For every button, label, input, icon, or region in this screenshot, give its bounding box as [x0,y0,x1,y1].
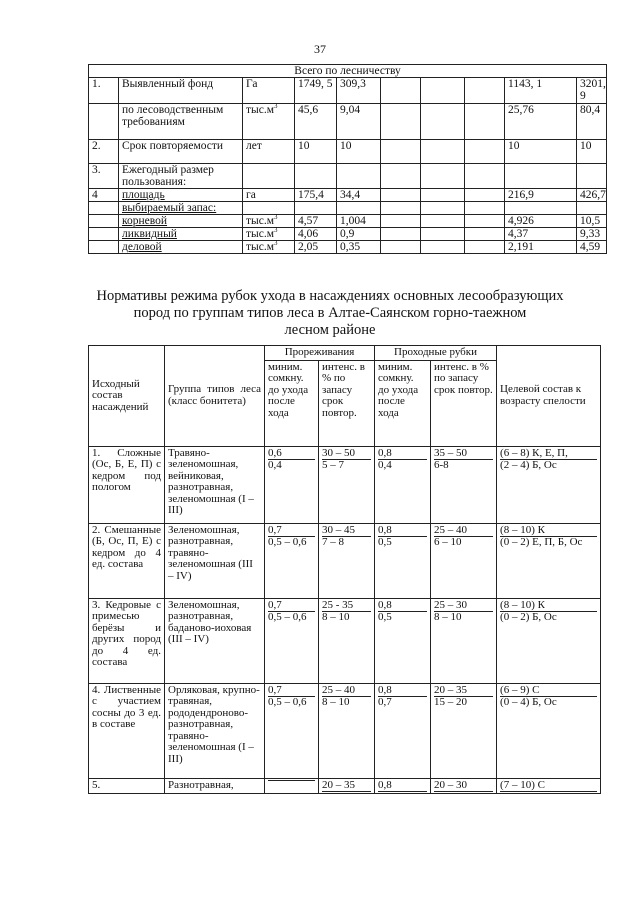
header-min-density: миним. сомкну. до ухода после хода [375,360,431,446]
empty-cell [465,228,505,241]
empty-cell [421,140,465,164]
value-cell [337,241,381,254]
empty-cell [465,202,505,215]
empty-cell [465,215,505,228]
intensity-cell-text: 8 – 10 [322,611,350,623]
forestry-summary-table [88,64,607,254]
empty-cell [421,202,465,215]
intensity-cell-text: 6 – 10 [434,536,462,548]
min-density-cell-text: 0,8 [378,600,427,613]
empty-cell [381,215,421,228]
value-cell [337,202,381,215]
row-unit-text: га [246,189,256,201]
table-row [89,778,601,794]
heading-line: лесном районе [284,322,376,338]
empty-cell [381,228,421,241]
min-density-cell-text: 0,6 [268,448,315,461]
min-density-cell [375,683,431,778]
value-cell [577,189,607,202]
min-density-cell [265,523,319,598]
empty-cell [381,189,421,202]
target-composition-cell [497,523,601,598]
table-row [89,189,607,202]
row-unit-text: тыс.м [246,104,275,116]
empty-cell [465,164,505,189]
composition-cell [89,598,165,683]
unit-superscript: 3 [274,102,278,111]
intensity-cell [431,598,497,683]
empty-cell [421,241,465,254]
value-cell [295,202,337,215]
value-cell [505,202,577,215]
row-label [119,104,243,140]
composition-cell-text: 2. Смешанные (Б, Ос, П, Е) с кедром до 4 ед. состава [92,523,161,570]
empty-cell [421,215,465,228]
intensity-cell [319,778,375,794]
value-cell [577,164,607,189]
value-cell-text: 309,3 [340,78,366,90]
intensity-cell [319,446,375,523]
min-density-cell-text: 0,4 [268,459,282,471]
empty-cell [421,164,465,189]
value-cell [505,104,577,140]
row-number [89,202,119,215]
value-cell [505,140,577,164]
value-cell-text: 10 [508,140,520,152]
value-cell [577,78,607,104]
target-composition-cell-text: (0 – 2) Е, П, Б, Ос [500,536,583,548]
forest-type-cell-text: Орляковая, крупно-травяная, рододендроново-разнотравная, травяно-зеленомошная (I – III) [168,683,260,765]
min-density-cell-text: 0,5 [378,536,392,548]
row-unit [243,215,295,228]
value-cell-text: 1749, 5 [298,78,333,90]
row-number [89,140,119,164]
composition-cell [89,446,165,523]
row-unit [243,241,295,254]
row-unit-text: тыс.м [246,215,275,227]
row-label [119,164,243,189]
row-unit [243,104,295,140]
row-unit [243,140,295,164]
min-density-cell-text: 0,4 [378,459,392,471]
table-header: Всего по лесничеству [89,65,607,78]
intensity-cell-text: 5 – 7 [322,459,344,471]
table-row [89,202,607,215]
empty-cell [381,140,421,164]
header-target: Целевой состав к возрасту спелости [497,346,601,447]
row-label [119,228,243,241]
row-number-text: 4 [92,189,98,201]
value-cell-text: 10 [340,140,352,152]
empty-cell [465,78,505,104]
intensity-cell [431,683,497,778]
target-composition-cell [497,446,601,523]
intensity-cell-text: 8 – 10 [434,611,462,623]
empty-cell [421,104,465,140]
table-row [89,683,601,778]
value-cell [577,215,607,228]
row-number [89,241,119,254]
value-cell-text: 25,76 [508,104,534,116]
target-composition-cell-text: (8 – 10) К [500,525,597,538]
min-density-cell-text: 0,7 [268,685,315,698]
empty-cell [381,202,421,215]
composition-cell [89,683,165,778]
intensity-cell [319,523,375,598]
forest-type-cell [165,523,265,598]
value-cell [295,78,337,104]
table-row [89,241,607,254]
row-label-text: Выявленный фонд [122,78,214,90]
section-heading [80,288,580,339]
row-number-text: 1. [92,78,101,90]
row-number [89,78,119,104]
target-composition-cell-text: (0 – 2) Б, Ос [500,611,557,623]
value-cell-text: 9,33 [580,228,601,240]
forest-type-cell [165,778,265,794]
min-density-cell-text [268,780,315,781]
target-composition-cell-text: (7 – 10) С [500,780,597,793]
intensity-cell-text: 25 – 40 [434,525,493,538]
row-label [119,78,243,104]
row-number [89,189,119,202]
composition-cell [89,523,165,598]
empty-cell [421,78,465,104]
row-label [119,202,243,215]
value-cell-text: 0,9 [340,228,355,240]
row-label [119,215,243,228]
min-density-cell-text: 0,5 – 0,6 [268,696,307,708]
row-label [119,241,243,254]
target-composition-cell-text: (6 – 8) К, Е, П, [500,448,597,461]
intensity-cell-text: 30 – 45 [322,525,371,538]
table-row [89,523,601,598]
row-number [89,164,119,189]
target-composition-cell-text: (2 – 4) Б, Ос [500,459,557,471]
intensity-cell-text: 30 – 50 [322,448,371,461]
value-cell [337,104,381,140]
value-cell [295,164,337,189]
row-unit-text: тыс.м [246,228,275,240]
composition-cell-text: 1. Сложные (Ос, Б, Е, П) с кедром под пологом [92,446,161,493]
empty-cell [465,241,505,254]
value-cell-text: 4,57 [298,215,319,227]
min-density-cell-text: 0,5 [378,611,392,623]
intensity-cell-text: 7 – 8 [322,536,344,548]
forest-type-cell-text: Разнотравная, [168,778,234,791]
header-min-density: миним. сомкну. до ухода после хода [265,360,319,446]
value-cell [577,104,607,140]
table-row [89,164,607,189]
row-unit [243,78,295,104]
value-cell [505,189,577,202]
table-row [89,104,607,140]
min-density-cell-text: 0,5 – 0,6 [268,536,307,548]
table-row [89,446,601,523]
target-composition-cell-text: (8 – 10) К [500,600,597,613]
value-cell-text: 1143, 1 [508,78,543,90]
intensity-cell-text: 25 – 40 [322,685,371,698]
composition-cell-text: 3. Кедровые с примесью берёзы и других пород до 4 ед. состава [92,598,161,668]
value-cell [295,189,337,202]
min-density-cell [375,446,431,523]
value-cell-text: 2,05 [298,241,319,253]
row-label-text: корневой [122,215,168,227]
empty-cell [421,228,465,241]
value-cell-text: 10 [580,140,592,152]
value-cell [505,78,577,104]
value-cell [295,241,337,254]
table-row [89,228,607,241]
row-unit [243,228,295,241]
empty-cell [465,189,505,202]
value-cell-text: 1,004 [340,215,366,227]
value-cell [505,228,577,241]
value-cell [295,140,337,164]
intensity-cell [431,778,497,794]
value-cell-text: 45,6 [298,104,319,116]
unit-superscript: 3 [274,213,278,222]
empty-cell [381,78,421,104]
row-unit [243,189,295,202]
row-number [89,215,119,228]
header-forest-type: Группа типов леса (класс бонитета) [165,346,265,447]
unit-superscript: 3 [274,239,278,248]
value-cell [577,241,607,254]
intensity-cell [431,523,497,598]
row-label [119,189,243,202]
heading-line: Нормативы режима рубок ухода в насаждениях основных лесообразующих [96,288,564,304]
target-composition-cell-text: (0 – 4) Б, Ос [500,696,557,708]
forest-type-cell-text: Зеленомошная, разнотравная, травяно-зеленомошная (III – IV) [168,523,253,582]
value-cell-text: 3201, 9 [580,78,606,102]
table-row [89,598,601,683]
header-thinning: Прореживания [265,346,375,361]
heading-line: пород по группам типов леса в Алтае-Саянском горно-таежном [133,305,527,321]
min-density-cell [265,683,319,778]
target-composition-cell [497,598,601,683]
min-density-cell [375,778,431,794]
forest-type-cell-text: Травяно-зеленомошная, вейниковая, разнотравная, зеленомошная (I – III) [168,446,254,516]
min-density-cell-text: 0,8 [378,448,427,461]
value-cell [295,215,337,228]
value-cell [505,215,577,228]
min-density-cell-text: 0,5 – 0,6 [268,611,307,623]
intensity-cell [319,598,375,683]
row-label-text: выбираемый запас: [122,202,217,214]
min-density-cell-text: 0,7 [268,525,315,538]
min-density-cell-text: 0,8 [378,525,427,538]
row-number-text: 2. [92,140,101,152]
value-cell [337,189,381,202]
value-cell [295,104,337,140]
value-cell-text: 216,9 [508,189,534,201]
intensity-cell-text: 35 – 50 [434,448,493,461]
forest-type-cell-text: Зеленомошная, разнотравная, баданово-иоховая (III – IV) [168,598,252,645]
target-composition-cell-text: (6 – 9) С [500,685,597,698]
value-cell-text: 10 [298,140,310,152]
value-cell [337,215,381,228]
value-cell [577,140,607,164]
row-number-text: 3. [92,164,101,176]
value-cell-text: 4,06 [298,228,319,240]
empty-cell [381,241,421,254]
row-label [119,140,243,164]
forest-type-cell [165,598,265,683]
header-passage-cutting: Проходные рубки [375,346,497,361]
page-number: 37 [314,42,326,56]
min-density-cell [265,598,319,683]
table-row [89,215,607,228]
table-row [89,78,607,104]
value-cell [337,228,381,241]
unit-superscript: 3 [274,226,278,235]
value-cell-text: 426,7 [580,189,606,201]
min-density-cell [265,446,319,523]
intensity-cell [319,683,375,778]
row-label-text: площадь [122,189,165,201]
table-row [89,140,607,164]
empty-cell [465,104,505,140]
empty-cell [465,140,505,164]
composition-cell-text: 5. [92,778,101,791]
composition-cell-text: 4. Лиственные с участием сосны до 3 ед. в составе [92,683,161,730]
value-cell-text: 4,37 [508,228,529,240]
header-intensity: интенс. в % по запасу срок повтор. [319,360,375,446]
intensity-cell [431,446,497,523]
row-unit-text: лет [246,140,262,152]
value-cell-text: 175,4 [298,189,324,201]
value-cell [295,228,337,241]
intensity-cell-text: 20 – 30 [434,780,493,793]
value-cell [505,164,577,189]
value-cell [337,164,381,189]
intensity-cell-text: 25 - 35 [322,600,371,613]
composition-cell [89,778,165,794]
row-label-text: деловой [122,241,162,253]
row-label-text: ликвидный [122,228,177,240]
value-cell [577,228,607,241]
empty-cell [381,104,421,140]
value-cell-text: 9,04 [340,104,361,116]
value-cell-text: 2,191 [508,241,534,253]
min-density-cell [375,523,431,598]
header-composition: Исходный состав насаждений [89,346,165,447]
intensity-cell-text: 6-8 [434,459,449,471]
value-cell-text: 80,4 [580,104,601,116]
value-cell-text: 34,4 [340,189,361,201]
row-label-text: по лесоводственным требованиям [122,104,224,128]
value-cell [505,241,577,254]
empty-cell [381,164,421,189]
value-cell [337,78,381,104]
value-cell [577,202,607,215]
target-composition-cell [497,683,601,778]
min-density-cell-text: 0,8 [378,685,427,698]
value-cell-text: 4,59 [580,241,601,253]
min-density-cell [265,778,319,794]
header-intensity: интенс. в % по запасу срок повтор. [431,360,497,446]
intensity-cell-text: 8 – 10 [322,696,350,708]
row-label-text: Ежегодный размер пользования: [122,164,214,188]
value-cell-text: 4,926 [508,215,534,227]
target-composition-cell [497,778,601,794]
min-density-cell-text: 0,7 [378,696,392,708]
value-cell-text: 10,5 [580,215,601,227]
intensity-cell-text: 20 – 35 [322,780,371,793]
row-unit-text: Га [246,78,258,90]
row-number [89,228,119,241]
forest-type-cell [165,446,265,523]
intensity-cell-text: 20 – 35 [434,685,493,698]
min-density-cell-text: 0,8 [378,780,427,793]
empty-cell [421,189,465,202]
row-unit [243,164,295,189]
min-density-cell-text: 0,7 [268,600,315,613]
row-label-text: Срок повторяемости [122,140,224,152]
value-cell [337,140,381,164]
intensity-cell-text: 25 – 30 [434,600,493,613]
value-cell-text: 0,35 [340,241,361,253]
forest-type-cell [165,683,265,778]
row-unit [243,202,295,215]
min-density-cell [375,598,431,683]
row-unit-text: тыс.м [246,241,275,253]
row-number [89,104,119,140]
thinning-norms-table [88,345,601,794]
intensity-cell-text: 15 – 20 [434,696,468,708]
